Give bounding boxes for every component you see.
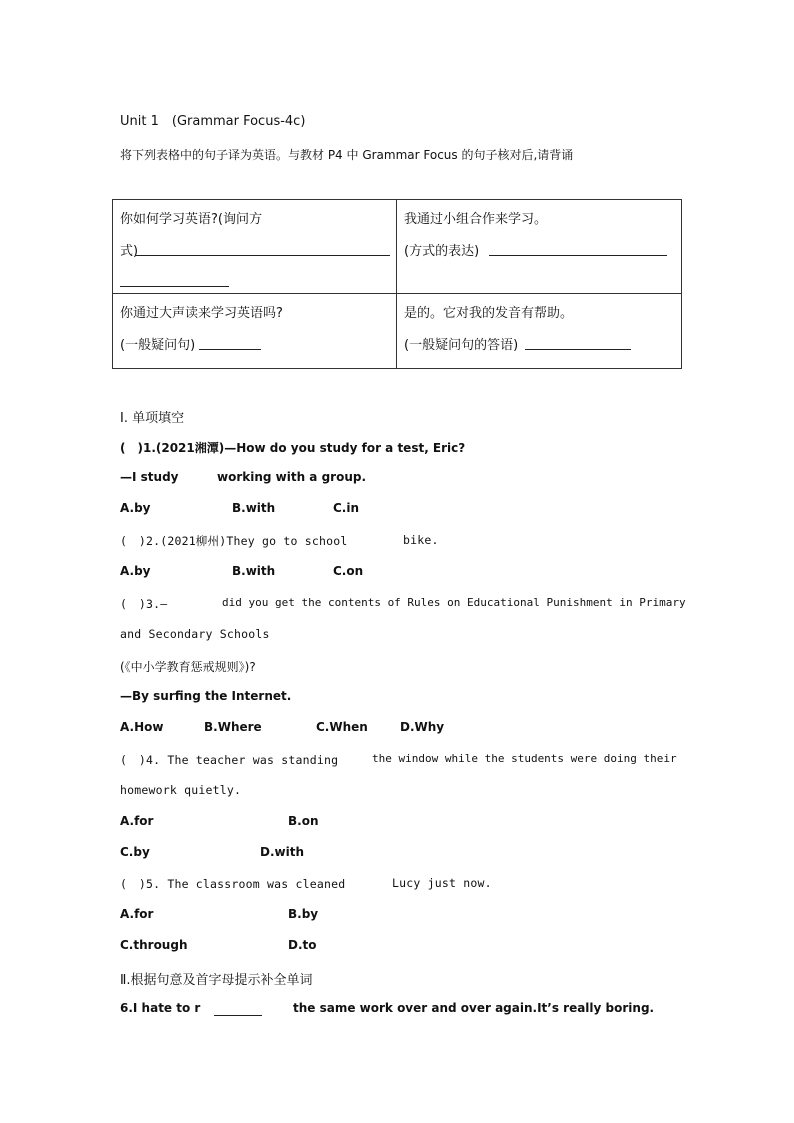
answer-blank[interactable] xyxy=(214,1015,262,1016)
translation-table xyxy=(112,199,682,369)
cell-text: (一般疑问句的答语) xyxy=(404,338,519,353)
cell-text: (一般疑问句) xyxy=(120,338,196,353)
option-b[interactable]: B.on xyxy=(288,814,319,828)
cell-text: 是的。它对我的发音有帮助。 xyxy=(404,306,574,321)
question-stem: did you get the contents of Rules on Educational Punishment in Primary xyxy=(222,596,686,609)
question-line: —I study xyxy=(120,470,179,484)
option-c[interactable]: C.by xyxy=(120,845,150,859)
answer-blank[interactable] xyxy=(199,349,261,350)
cell-text: (方式的表达) xyxy=(404,244,480,259)
cell-text: 式) xyxy=(120,244,139,259)
option-b[interactable]: B.Where xyxy=(204,720,262,734)
question-stem: 6.I hate to r xyxy=(120,1001,201,1015)
question-stem: ( )4. The teacher was standing xyxy=(120,753,339,767)
option-b[interactable]: B.with xyxy=(232,501,276,515)
option-a[interactable]: A.for xyxy=(120,907,154,921)
option-b[interactable]: B.with xyxy=(232,564,276,578)
question-stem: ( )5. The classroom was cleaned xyxy=(120,877,346,891)
table-cell-group-work xyxy=(397,200,682,294)
option-c[interactable]: C.through xyxy=(120,938,188,952)
answer-blank[interactable] xyxy=(120,286,229,287)
section-title: Ⅱ.根据句意及首字母提示补全单词 xyxy=(120,973,313,988)
question-line: (《中小学教育惩戒规则》)? xyxy=(120,660,256,674)
cell-text: 我通过小组合作来学习。 xyxy=(404,212,548,227)
answer-blank[interactable] xyxy=(525,349,631,350)
cell-text: 你如何学习英语?(询问方 xyxy=(120,212,262,227)
question-stem: the window while the students were doing their xyxy=(372,752,677,765)
question-stem: ( )2.(2021柳州)They go to school xyxy=(120,534,348,548)
option-d[interactable]: D.with xyxy=(260,845,304,859)
question-stem: Lucy just now. xyxy=(392,876,492,890)
option-c[interactable]: C.in xyxy=(333,501,360,515)
question-stem: ( )3.— xyxy=(120,597,168,611)
question-line: homework quietly. xyxy=(120,783,242,797)
answer-blank[interactable] xyxy=(489,255,667,256)
answer-blank[interactable] xyxy=(135,255,390,256)
option-a[interactable]: A.How xyxy=(120,720,164,734)
option-a[interactable]: A.by xyxy=(120,501,151,515)
option-c[interactable]: C.on xyxy=(333,564,364,578)
section-title: Ⅰ. 单项填空 xyxy=(120,411,185,426)
option-a[interactable]: A.by xyxy=(120,564,151,578)
option-a[interactable]: A.for xyxy=(120,814,154,828)
question-line: working with a group. xyxy=(217,470,367,484)
option-d[interactable]: D.Why xyxy=(400,720,445,734)
option-d[interactable]: D.to xyxy=(288,938,317,952)
question-stem: ( )1.(2021湘潭)—How do you study for a test, Eric? xyxy=(120,441,466,455)
instruction-text: 将下列表格中的句子译为英语。与教材 P4 中 Grammar Focus 的句子核对后,请背诵 xyxy=(120,148,574,162)
unit-title: Unit 1 (Grammar Focus-4c) xyxy=(120,114,306,129)
table-cell-how-learn xyxy=(113,200,397,294)
question-line: and Secondary Schools xyxy=(120,627,270,641)
option-c[interactable]: C.When xyxy=(316,720,368,734)
question-stem: the same work over and over again.It’s really boring. xyxy=(293,1001,655,1015)
table-cell-pronunciation xyxy=(397,294,682,369)
question-line: —By surfing the Internet. xyxy=(120,689,292,703)
question-stem: bike. xyxy=(403,533,439,547)
table-cell-read-aloud xyxy=(113,294,397,369)
cell-text: 你通过大声读来学习英语吗? xyxy=(120,306,283,321)
option-b[interactable]: B.by xyxy=(288,907,319,921)
